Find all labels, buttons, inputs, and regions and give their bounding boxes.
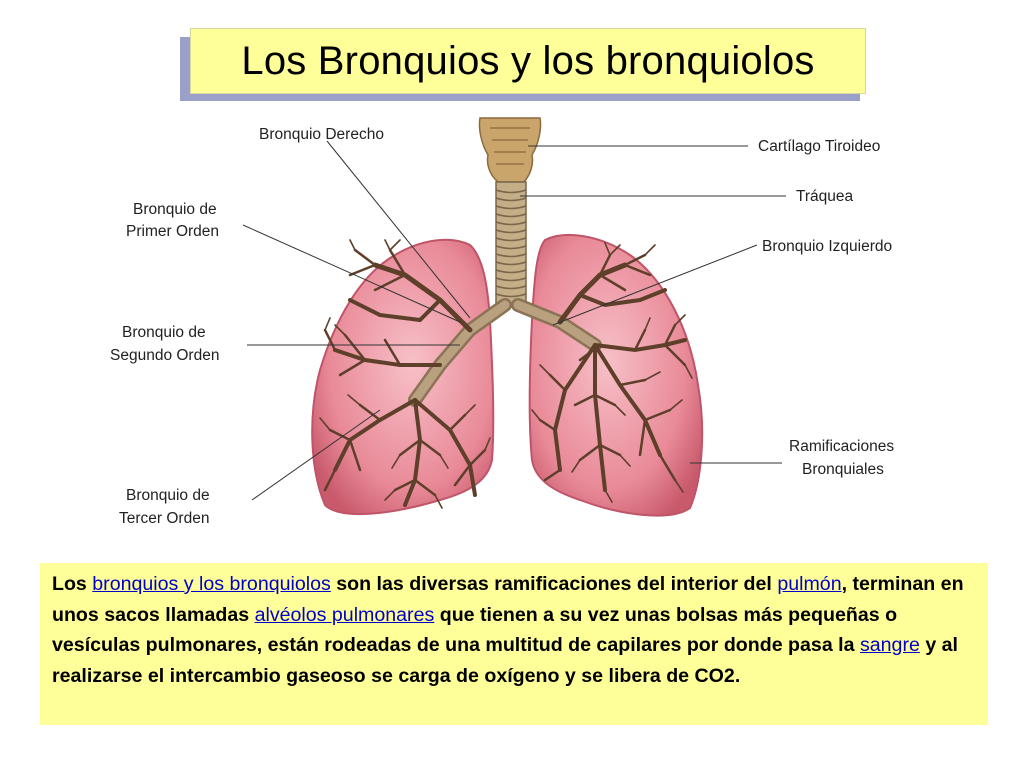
right-lung xyxy=(312,240,493,514)
page-title: Los Bronquios y los bronquiolos xyxy=(241,38,815,83)
label-tercer-orden-line1: Bronquio de xyxy=(126,487,210,504)
label-cartilago-tiroideo: Cartílago Tiroideo xyxy=(758,138,881,155)
label-segundo-orden-line1: Bronquio de xyxy=(122,324,206,341)
label-tercer-orden-line2: Tercer Orden xyxy=(119,510,210,527)
link-alveolos[interactable]: alvéolos pulmonares xyxy=(254,603,435,626)
title-box xyxy=(190,28,866,94)
description-text-5: y al realizarse el intercambio gaseoso se carga de oxígeno y se libera de CO2. xyxy=(52,634,959,687)
label-ramificaciones-line2: Bronquiales xyxy=(802,461,884,478)
label-bronquio-izquierdo: Bronquio Izquierdo xyxy=(762,238,893,255)
label-primer-orden-line2: Primer Orden xyxy=(126,223,220,240)
link-bronquios[interactable]: bronquios y los bronquiolos xyxy=(92,573,331,595)
link-pulmon[interactable]: pulmón xyxy=(777,573,842,595)
link-sangre[interactable]: sangre xyxy=(859,634,920,656)
description-text-1: Los xyxy=(52,573,93,595)
label-segundo-orden-line2: Segundo Orden xyxy=(110,347,220,364)
description-text-3: , terminan en unos sacos llamadas xyxy=(52,573,964,626)
label-bronquio-derecho: Bronquio Derecho xyxy=(259,126,384,143)
label-ramificaciones-line1: Ramificaciones xyxy=(789,438,895,455)
trachea xyxy=(496,182,526,307)
description-text-4: que tienen a su vez unas bolsas más pequeñas o vesículas pulmonares, están rodeadas de una multitud de capilares por donde pasa la xyxy=(52,603,898,656)
label-traquea: Tráquea xyxy=(796,188,854,205)
label-primer-orden-line1: Bronquio de xyxy=(133,201,217,218)
description-text-2: son las diversas ramificaciones del interior del xyxy=(330,573,778,595)
lung-diagram xyxy=(0,100,1024,540)
description-box xyxy=(40,563,988,725)
